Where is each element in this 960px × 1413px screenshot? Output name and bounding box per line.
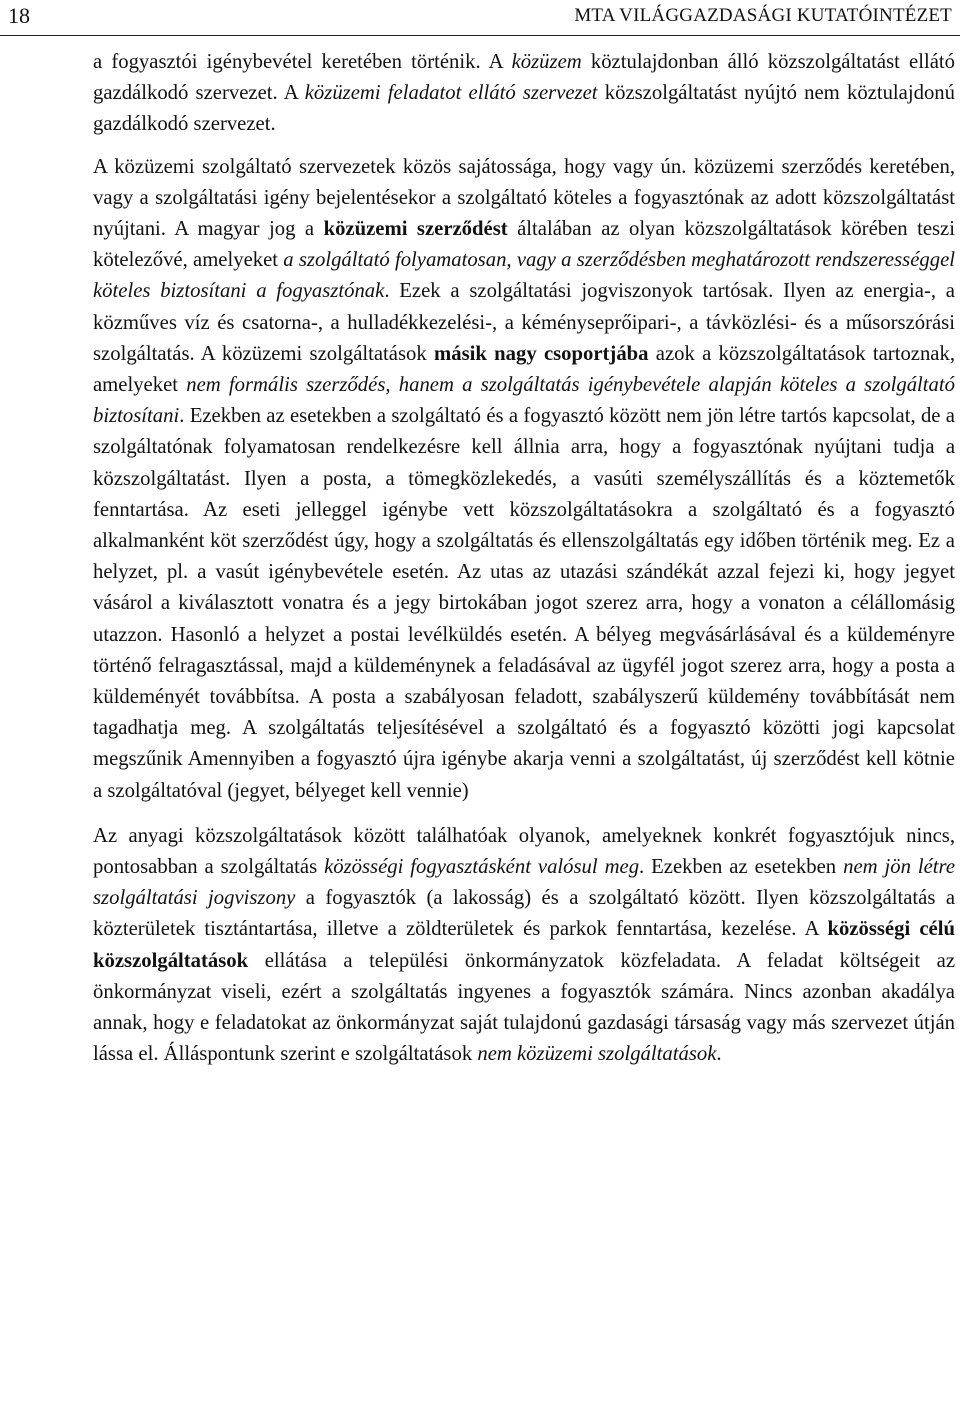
text-run: . <box>716 1043 722 1066</box>
text-run: A közüzemi szolgáltató szervezetek közös sajátossága, hogy vagy ún. közüzemi szerződés keretében, vagy a szolgáltatási igény bejelentésekor a szolgáltató köteles a fogyasztónak az adott közszolgáltatást nyújtani. A magyar jog a <box>93 155 955 241</box>
text-run: azok a közszolgáltatások tartoznak, amelyeket <box>93 342 956 397</box>
italic-text: közösségi fogyasztásként valósul meg <box>324 856 640 879</box>
text-run: közszolgáltatást nyújtó nem köztulajdonú gazdálkodó szervezet. <box>93 82 955 136</box>
paragraph <box>93 821 955 1071</box>
text-run: a fogyasztói igénybevétel keretében történik. A <box>93 51 512 73</box>
bold-text: másik nagy csoportjába <box>434 342 649 365</box>
bold-text: közüzemi szerződést <box>323 218 508 241</box>
italic-text: közüzem <box>511 51 582 73</box>
italic-text: közüzemi feladatot ellátó szervezet <box>304 82 598 105</box>
running-title: MTA VILÁGGAZDASÁGI KUTATÓINTÉZET <box>574 5 952 26</box>
italic-text: a szolgáltató folyamatosan, vagy a szerződésben meghatározott rendszerességgel köteles biztosítani a fogyasztónak <box>93 249 955 303</box>
text-run: köztulajdonban álló közszolgáltatást ellátó gazdálkodó szervezet. A <box>93 51 955 105</box>
text-run: általában az olyan közszolgáltatások körében teszi kötelezővé, amelyeket <box>93 218 955 272</box>
page-number: 18 <box>8 3 30 28</box>
italic-text: nem közüzemi szolgáltatások <box>477 1043 717 1066</box>
text-run: . Ezek a szolgáltatási jogviszonyok tartósak. Ilyen az energia-, a közműves víz és csatorna-, a hulladékkezelési-, a kéményseprőipari-, a távközlési- és a műsorszórási szolgáltatás. A közüzemi szolgáltatások <box>93 280 955 365</box>
bold-text: közösségi célú közszolgáltatások <box>93 918 955 972</box>
document-body <box>93 47 955 1071</box>
text-run: . Ezekben az esetekben <box>639 856 844 879</box>
text-run: . Ezekben az esetekben a szolgáltató és a fogyasztó között nem jön létre tartós kapcsolat, de a szolgáltatónak folyamatosan rendelkezésre kell állnia arra, hogy a fogyasztónak nyújtani tudja a közszolgáltatást. Ilyen a posta, a tömegközlekedés, a vasúti személyszállítás és a köztemetők fenntartása. Az eseti jelleggel igénybe vett közszolgáltatásokra a szolgáltató és a fogyasztó alkalmanként köt szerződést úgy, hogy a szolgáltatás és ellenszolgáltatás egy időben történik meg. Ez a helyzet, pl. a vasút igénybevétele esetén. Az utas az utazási szándékát azzal fejezi ki, hogy jegyet vásárol a kiválasztott vonatra és a jegy birtokában jogot szerez arra, hogy a vonaton a célállomásig utazzon. Hasonló a helyzet a postai levélküldés esetén. A bélyeg megvásárlásával és a küldeményre történő felragasztással, majd a küldeménynek a feladásával az ügyfél jogot szerez arra, hogy a posta a küldeményét továbbítsa. A posta a szabályosan feladott, szabályszerű küldemény továbbítását nem tagadhatja meg. A szolgáltatás teljesítésével a szolgáltató és a fogyasztó közötti jogi kapcsolat megszűnik Amennyiben a fogyasztó újra igénybe akarja venni a szolgáltatást, új szerződést kell kötnie a szolgáltatóval (jegyet, bélyeget kell vennie) <box>93 405 955 802</box>
text-run: a fogyasztók (a lakosság) és a szolgáltató között. Ilyen közszolgáltatás a közterületek tisztántartása, illetve a zöldterületek és parkok fenntartása, kezelése. A <box>93 887 955 941</box>
italic-text: nem jön létre szolgáltatási jogviszony <box>93 856 956 910</box>
page-header <box>0 0 960 36</box>
paragraph <box>93 152 955 807</box>
italic-text: nem formális szerződés, hanem a szolgáltatás igénybevétele alapján köteles a szolgáltató biztosítani <box>93 374 955 428</box>
text-run: Az anyagi közszolgáltatások között találhatóak olyanok, amelyeknek konkrét fogyasztójuk nincs, pontosabban a szolgáltatás <box>93 824 955 879</box>
paragraph <box>93 47 955 141</box>
text-run: ellátása a települési önkormányzatok közfeladata. A feladat költségeit az önkormányzat viseli, ezért a szolgáltatás ingyenes a fogyasztók számára. Nincs azonban akadálya annak, hogy e feladatokat az önkormányzat saját tulajdonú gazdasági társaság vagy más szervezet útján lássa el. Álláspontunk szerint e szolgáltatások <box>93 949 955 1066</box>
